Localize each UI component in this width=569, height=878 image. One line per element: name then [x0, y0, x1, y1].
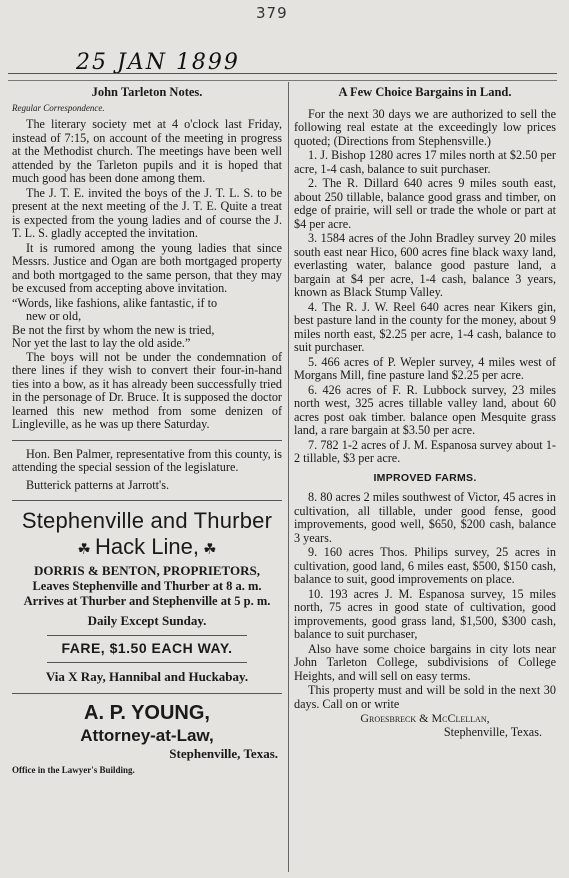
top-rule — [8, 73, 557, 74]
attorney-office: Office in the Lawyer's Building. — [12, 765, 135, 775]
attorney-name: A. P. YOUNG, — [84, 701, 210, 724]
signature: Groesbreck & McClellan, — [360, 711, 490, 725]
palmer-note: Hon. Ben Palmer, representative from this county, is attending the special session of the legislature. — [12, 446, 282, 474]
bargains-headline: A Few Choice Bargains in Land. — [338, 85, 512, 99]
ad-departure: Leaves Stephenville and Thurber at 8 a. m. — [32, 579, 262, 593]
left-column — [12, 86, 282, 778]
signature-town: Stephenville, Texas. — [443, 724, 542, 739]
improved-farms-heading: IMPROVED FARMS. — [373, 471, 477, 484]
attorney-ad — [12, 701, 282, 778]
poem-line: new or old, — [26, 309, 82, 323]
land-listing: 4. The R. J. W. Reel 640 acres near Kikers gin, best pasture land in the county for the money, about 9 miles north east, $2.25 per acre, 1-4 cash, balance to suit purchaser. — [294, 299, 556, 354]
ad-title: Stephenville and Thurber — [21, 508, 273, 533]
section-rule — [12, 693, 282, 694]
right-column — [294, 86, 556, 739]
land-listing: 7. 782 1-2 acres of J. M. Espanosa survey about 1-2 tillable, $3 per acre. — [294, 437, 556, 465]
ad-route: Via X Ray, Hannibal and Huckabay. — [45, 668, 249, 684]
article-paragraph: It is rumored among the young ladies that since Messrs. Justice and Ogan are both mortgaged property and both mortgaged to the same person, that they may be excused from accepting above invitation. — [12, 240, 282, 295]
land-listing: 5. 466 acres of P. Wepler survey, 4 miles west of Morgans Mill, fine pasture land $2.25 per acre. — [294, 354, 556, 382]
ad-rule — [47, 635, 247, 636]
butterick-note: Butterick patterns at Jarrott's. — [26, 477, 169, 492]
land-listing: 1. J. Bishop 1280 acres 17 miles north at $2.50 per acre, 1-4 cash, balance to suit purchaser. — [294, 148, 556, 176]
farm-listing: 10. 193 acres J. M. Espanosa survey, 15 miles north, 75 acres in good state of cultivation, good improvements, good grass land, $1,500, $300 cash, balance to suit purchaser, — [294, 586, 556, 641]
bargains-intro: For the next 30 days we are authorized to sell the following real estate at the exceedingly low prices quoted; (Directions from Stephensville.) — [294, 106, 556, 148]
land-listing: 3. 1584 acres of the John Bradley survey 20 miles south east near Hico, 600 acres fine black waxy land, everlasting water, balance good pasture land, a bargain at $4 per acre, 1-4 cash, balance 3 years, known as Black Stump Valley. — [294, 231, 556, 299]
clover-ornament-icon: ☘ — [198, 541, 217, 558]
poem-line: Be not the first by whom the new is tried, — [12, 322, 215, 337]
column-divider — [288, 82, 289, 872]
land-listing: 6. 426 acres of F. R. Lubbock survey, 23 miles north west, 325 acres tillable valley land, about 60 acres post oak timber. balance open Mesquite grass land, a rare bargain at $3.50 per acre. — [294, 382, 556, 437]
ad-fare: FARE, $1.50 EACH WAY. — [61, 640, 233, 656]
top-rule-secondary — [8, 80, 557, 81]
attorney-title: Attorney-at-Law, — [80, 725, 214, 745]
poem-line: Nor yet the last to lay the old aside.” — [12, 336, 191, 350]
ad-proprietors: DORRIS & BENTON, PROPRIETORS, — [34, 563, 260, 578]
ad-subtitle-row — [12, 534, 282, 563]
clover-ornament-icon: ☘ — [77, 541, 96, 558]
tarleton-notes-headline: John Tarleton Notes. — [91, 85, 203, 99]
article-paragraph: The J. T. E. invited the boys of the J. T. L. S. to be present at the next meeting of the J. T. E. Quite a treat is expected from the young ladies and of course the J. T. L. S. gladly accepted the invitation. — [12, 185, 282, 240]
closing-note: This property must and will be sold in the next 30 days. Call on or write — [294, 683, 556, 711]
ad-arrival: Arrives at Thurber and Stephenville at 5 p. m. — [23, 594, 271, 608]
hack-line-ad — [12, 508, 282, 685]
land-listing: 2. The R. Dillard 640 acres 9 miles south east, about 250 tillable, balance good grass and timber, on edge of prairie, will sell or trade the whole or part at $4 per acre. — [294, 176, 556, 231]
ad-schedule: Daily Except Sunday. — [87, 613, 207, 628]
poem-line: “Words, like fashions, alike fantastic, if to — [12, 295, 218, 310]
poem-quote — [12, 297, 282, 351]
section-rule — [12, 500, 282, 501]
ad-rule — [47, 662, 247, 663]
page-number: 379 — [256, 4, 288, 22]
farm-listing: 8. 80 acres 2 miles southwest of Victor, 45 acres in cultivation, all tillable, under good fense, good improvements, good well, $650, $200 cash, balance 3 years. — [294, 490, 556, 545]
attorney-town: Stephenville, Texas. — [169, 745, 278, 761]
ad-subtitle: Hack Line, — [95, 534, 199, 559]
correspondence-label: Regular Correspondence. — [12, 102, 105, 113]
article-paragraph: The literary society met at 4 o'clock last Friday, instead of 7:15, on account of the meeting in progress at the Methodist church. The meetings have been well attended by the Tarleton pupils and it is hoped that much good has been done among them. — [12, 117, 282, 185]
handwritten-date: 25 JAN 1899 — [76, 50, 240, 75]
city-lots-note: Also have some choice bargains in city lots near John Tarleton College, subdivisions of College Heights, and will sell on easy terms. — [294, 641, 556, 683]
farm-listing: 9. 160 acres Thos. Philips survey, 25 acres in cultivation, good land, 6 miles east, $500, $150 cash, balance to suit, good improvements on place. — [294, 545, 556, 586]
section-rule — [12, 440, 282, 441]
article-paragraph: The boys will not be under the condemnation of there lines if they wish to convert their four-in-hand ties into a bow, as it has already been successfully tried in the personage of Dr. Bruce. It is supposed the doctor learned this new method from some denizen of Lingleville, as he was up there Saturday. — [12, 349, 282, 431]
